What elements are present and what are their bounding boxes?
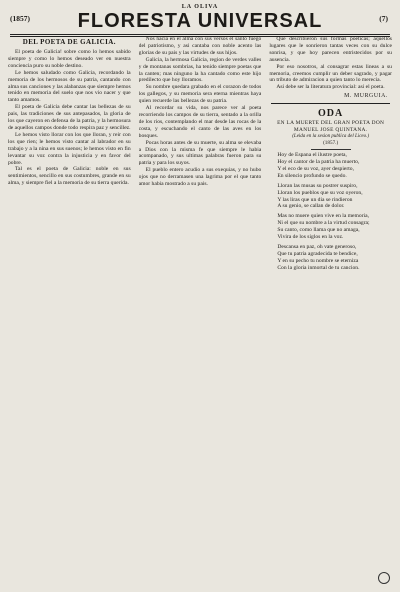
left-column bbox=[8, 36, 131, 588]
ode-stanza: Descansa en paz, oh vate generoso, Que tu patria agradecida te bendice, Y en su pecho tu nombre se eterniza Con la gloria inmortal de tu cancion. bbox=[277, 243, 360, 271]
paragraph: Tal es el poeta de Galicia: noble en sus sentimientos, sencillo en sus costumbres, grande en su alma, y siempre fiel a la memoria de su tierra querida. bbox=[8, 166, 131, 187]
masthead-title: FLORESTA UNIVERSAL bbox=[77, 10, 323, 32]
article-heading: DEL POETA DE GALICIA. bbox=[22, 38, 116, 46]
masthead-kicker: LA OLIVA bbox=[181, 4, 219, 10]
paragraph: Por eso nosotros, al consagrar estas lineas a su memoria, creemos cumplir un deber sagrado, y pagar un tributo de admiracion a quien tanto lo merecia. bbox=[269, 63, 392, 84]
section-divider bbox=[271, 103, 390, 104]
paragraph: El poeta de Galicia debe cantar las bellezas de su pais, las tradiciones de sus antepasados, la gloria de los que cayeron en defensa de la patria, y la hermosura de aquellos campos donde todo respira paz y sencillez. bbox=[8, 104, 131, 131]
paragraph: El poeta de Galicia! sobre como lo hemos sabido siempre y como lo hemos deseado ver en nuestra conciencia puro su noble destino. bbox=[8, 49, 131, 69]
paragraph: Pocas horas antes de su muerte, su alma se elevaba a Dios con la misma fe que siempre le habia acompanado, y sus ultimas palabras fueron para su patria y para los suyos. bbox=[138, 139, 262, 167]
ode-stanza: Lloran las musas su postrer suspiro, Lloran los pueblos que su voz oyeron, Y las liras que un dia se rindieron A su genio, se callan de dolor. bbox=[277, 182, 363, 210]
paragraph: Nos hacia en el alma con sus versos el santo fuego del patriotismo, y asi cantaba con noble acento las glorias de su pais y las virtudes de sus hijos. bbox=[138, 36, 262, 56]
paragraph: Le hemos saludado como Galicia, recordando la memoria de los hermosos de su patria, cantando con alma sus canciones y las alabanzas que siempre hemos tenido en memoria del suelo que nos vio nacer y que tanto amamos. bbox=[8, 69, 131, 104]
paragraph: Al recordar su vida, nos parece ver al poeta recorriendo los campos de su tierra, sentado a la orilla de los rios, contemplando el mar desde las rocas de la costa, y escuchando el canto de las aves en los bosques. bbox=[138, 105, 262, 139]
ode-stanza: Mas no muere quien vive en la memoria, Ni el que su nombre a la virtud consagra; Su canto, como llama que no amaga, Vivira de los siglos en la voz. bbox=[277, 213, 370, 241]
ode-year: (1857.) bbox=[323, 140, 339, 147]
paragraph: Que describieron sus formas poeticas; aquellos lugares que le sonrieron tantas veces con su dulce sonrisa, y que hoy parecen entristecidos por su ausencia. bbox=[269, 36, 392, 63]
ode-title: ODA bbox=[318, 108, 344, 120]
paragraph: Su nombre quedara grabado en el corazon de todos los gallegos, y su memoria sera eterna mientras haya quien recuerde las bellezas de su patria. bbox=[138, 84, 262, 105]
paragraph: El pueblo entero acudio a sus exequias, y no hubo ojos que no derramasen una lagrima por el que tanto amor habia mostrado a su pais. bbox=[138, 167, 262, 188]
ode-note: (Leida en la sesion publica del Liceo.) bbox=[292, 134, 370, 140]
article-columns bbox=[8, 36, 392, 588]
middle-column bbox=[139, 36, 262, 588]
paragraph: Galicia, la hermosa Galicia, region de verdes valles y de montanas sombrias, ha tenido siempre poetas que la canten; mas ninguno la ha cantado como este hijo predilecto que hoy lloramos. bbox=[138, 56, 262, 84]
library-stamp bbox=[378, 572, 390, 584]
paragraph: Le hemos visto llorar con los que lloran, y reir con los que rien; le hemos visto cantar al labrador en su trabajo y a la nina en sus suenos; le hemos visto en fin levantar su voz contra la injusticia y en favor del pobre. bbox=[8, 131, 131, 166]
masthead bbox=[8, 4, 392, 34]
ode-divider bbox=[311, 149, 351, 150]
right-column bbox=[269, 36, 392, 588]
paragraph: Asi debe ser la literatura provincial: asi el poeta. bbox=[276, 84, 385, 91]
ode-subtitle: EN LA MUERTE DEL GRAN POETA DON MANUEL JOSE QUINTANA. bbox=[277, 120, 385, 133]
masthead-year: (1857) bbox=[10, 14, 30, 23]
ode-stanza: Hoy de Espana el ilustre poeta, Hoy el cantor de la patria ha muerto, Y el eco de su voz, ayer despierto, En silencio profundo se quedo. bbox=[277, 152, 360, 179]
page-number: (7) bbox=[379, 14, 388, 23]
author-signature: M. MURGUIA. bbox=[344, 93, 388, 100]
